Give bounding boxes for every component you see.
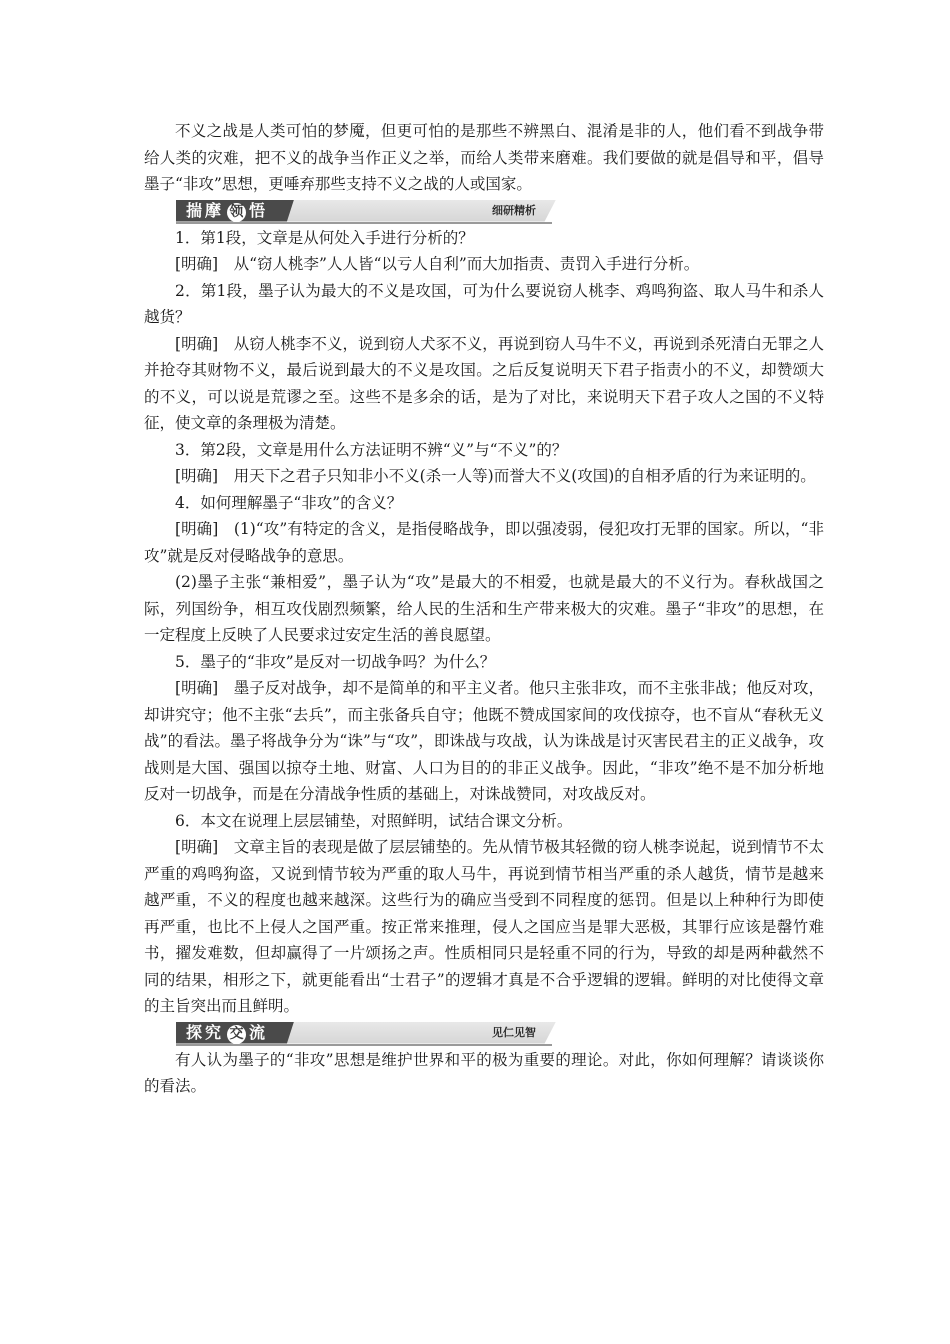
banner-title-part: 揣摩 <box>186 200 225 220</box>
answer-4-part-2: (2)墨子主张“兼相爱”，墨子认为“攻”是最大的不相爱，也就是最大的不义行为。春秋战国之际，列国纷争，相互攻伐剧烈频繁，给人民的生活和生产带来极大的灾难。墨子“非攻”的思想，在一定程度上反映了人民要求过安定生活的善良愿望。 <box>144 573 824 644</box>
question-6: 6．本文在说理上层层铺垫，对照鲜明，试结合课文分析。 <box>175 811 573 830</box>
answer-2: [明确] 从窃人桃李不义，说到窃人犬豕不义，再说到窃人马牛不义，再说到杀死清白无罪之人并抢夺其财物不义，最后说到最大的不义是攻国。之后反复说明天下君子指责小的不义，却赞颂大的不义，可以说是荒谬之至。这些不是多余的话，是为了对比，来说明天下君子攻人之国的不义特征，使文章的条理极为清楚。 <box>144 334 824 432</box>
banner-tag: 见仁见智 <box>492 1025 536 1039</box>
banner-underline <box>176 222 552 224</box>
answer-5: [明确] 墨子反对战争，却不是简单的和平主义者。他只主张非攻，而不主张非战；他反对攻，却讲究守；他不主张“去兵”，而主张备兵自守；他既不赞成国家间的攻伐掠夺，也不盲从“春秋无义战”的看法。墨子将战争分为“诛”与“攻”，即诛战与攻战，认为诛战是讨灭害民君主的正义战争，攻战则是大国、强国以掠夺土地、财富、人口为目的的非正义战争。因此，“非攻”绝不是不加分析地反对一切战争，而是在分清战争性质的基础上，对诛战赞同，对攻战反对。 <box>144 679 824 803</box>
banner-title-part: 悟 <box>249 200 269 220</box>
banner-title-circle-char: 交 <box>227 1025 246 1044</box>
answer-3: [明确] 用天下之君子只知非小不义(杀一人等)而誉大不义(攻国)的自相矛盾的行为来证明的。 <box>175 467 816 485</box>
question-3: 3．第2段，文章是用什么方法证明不辨“义”与“不义”的？ <box>175 440 568 459</box>
banner-underline <box>176 1044 552 1046</box>
section-banner-analysis <box>176 200 558 222</box>
section-banner-discussion <box>176 1022 558 1044</box>
question-4: 4．如何理解墨子“非攻”的含义？ <box>175 493 403 512</box>
banner-title-part: 探究 <box>186 1022 225 1042</box>
banner-title-part: 流 <box>249 1022 269 1042</box>
banner-tag: 细研精析 <box>492 203 536 217</box>
answer-6: [明确] 文章主旨的表现是做了层层铺垫的。先从情节极其轻微的窃人桃李说起，说到情节不太严重的鸡鸣狗盗，又说到情节较为严重的取人马牛，再说到情节相当严重的杀人越货，情节是越来越严重，不义的程度也越来越深。这些行为的确应当受到不同程度的惩罚。但是以上种种行为即使再严重，也比不上侵人之国严重。按正常来推理，侵人之国应当是罪大恶极，其罪行应该是罄竹难书，擢发难数，但却赢得了一片颂扬之声。性质相同只是轻重不同的行为，导致的却是两种截然不同的结果，相形之下，就更能看出“士君子”的逻辑才真是不合乎逻辑的逻辑。鲜明的对比使得文章的主旨突出而且鲜明。 <box>144 838 824 1015</box>
answer-4-part-1: [明确] (1)“攻”有特定的含义，是指侵略战争，即以强凌弱，侵犯攻打无罪的国家。所以，“非攻”就是反对侵略战争的意思。 <box>144 520 824 565</box>
answer-1: [明确] 从“窃人桃李”人人皆“以亏人自利”而大加指责、责罚入手进行分析。 <box>175 255 700 273</box>
discussion-prompt: 有人认为墨子的“非攻”思想是维护世界和平的极为重要的理论。对此，你如何理解？请谈谈你的看法。 <box>144 1050 824 1095</box>
banner-title-circle-char: 领 <box>227 203 246 222</box>
banner-title <box>186 1022 268 1044</box>
question-2: 2．第1段，墨子认为最大的不义是攻国，可为什么要说窃人桃李、鸡鸣狗盗、取人马牛和杀人越货？ <box>144 281 824 326</box>
intro-paragraph: 不义之战是人类可怕的梦魇，但更可怕的是那些不辨黑白、混淆是非的人，他们看不到战争带给人类的灾难，把不义的战争当作正义之举，而给人类带来磨难。我们要做的就是倡导和平，倡导墨子“非攻”思想，更唾弃那些支持不义之战的人或国家。 <box>144 122 824 193</box>
banner-title <box>186 200 268 222</box>
document-page <box>144 118 824 1100</box>
question-5: 5．墨子的“非攻”是反对一切战争吗？为什么？ <box>175 652 496 671</box>
question-1: 1．第1段，文章是从何处入手进行分析的？ <box>175 228 474 247</box>
